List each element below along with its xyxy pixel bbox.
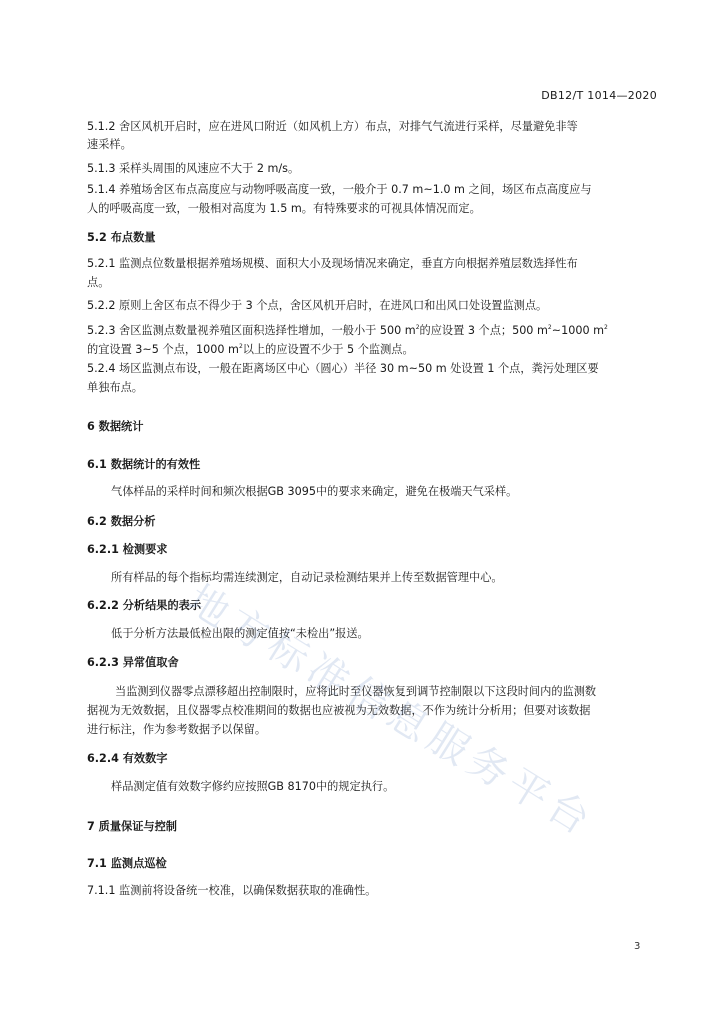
clause-5-2-2: 5.2.2 原则上舍区布点不得少于 3 个点，舍区风机开启时，在进风口和出风口处设置监测点。 xyxy=(87,299,548,312)
section-6-2-3-body-line1: 当监测到仪器零点漂移超出控制限时，应将此时至仪器恢复到调节控制限以下这段时间内的监测数 xyxy=(115,685,597,698)
superscript-2: 2 xyxy=(604,324,608,331)
watermark-char: 息 xyxy=(378,691,438,752)
clause-5-2-3-text-b: 的应设置 3 个点；500 m xyxy=(419,324,548,337)
clause-5-2-3-line2 xyxy=(87,340,414,357)
watermark-char: 台 xyxy=(538,783,598,844)
section-6-2-heading: 6.2 数据分析 xyxy=(87,515,156,528)
section-6-2-3-body-line3: 进行标注，作为参考数据予以保留。 xyxy=(87,723,267,736)
clause-5-2-3-text-c: ~1000 m xyxy=(551,324,605,337)
clause-5-1-4-line1: 5.1.4 养殖场舍区布点高度应与动物呼吸高度一致，一般介于 0.7 m~1.0 m 之间，场区布点高度应与 xyxy=(87,183,592,196)
section-6-1-heading: 6.1 数据统计的有效性 xyxy=(87,458,201,471)
watermark-char: 标 xyxy=(258,622,318,683)
watermark-char: 务 xyxy=(458,737,518,798)
clause-5-2-4-line1: 5.2.4 场区监测点布设，一般在距离场区中心（圆心）半径 30 m~50 m 处设置 1 个点，粪污处理区要 xyxy=(87,362,599,375)
section-5-2-heading: 5.2 布点数量 xyxy=(87,231,156,244)
clause-5-1-2-line2: 速采样。 xyxy=(87,138,132,151)
clause-5-1-2-line1: 5.1.2 舍区风机开启时，应在进风口附近（如风机上方）布点，对排气气流进行采样，尽量避免非等 xyxy=(87,120,578,133)
clause-5-2-1-line1: 5.2.1 监测点位数量根据养殖场规模、面积大小及现场情况来确定，垂直方向根据养殖层数选择性布 xyxy=(87,257,578,270)
clause-5-2-3-text-a: 5.2.3 舍区监测点数量视养殖区面积选择性增加，一般小于 500 m xyxy=(87,324,416,337)
section-6-2-3-body-line2: 据视为无效数据，且仪器零点校准期间的数据也应被视为无效数据，不作为统计分析用；但要对该数据 xyxy=(87,704,591,717)
watermark-char: 服 xyxy=(418,714,478,775)
section-6-2-3-heading: 6.2.3 异常值取舍 xyxy=(87,656,179,669)
clause-5-2-1-line2: 点。 xyxy=(87,276,110,289)
document-code: DB12/T 1014—2020 xyxy=(541,89,657,102)
clause-5-2-3-text-d: 的宜设置 3~5 个点，1000 m xyxy=(87,343,239,356)
superscript-2: 2 xyxy=(415,324,420,331)
section-6-2-1-heading: 6.2.1 检测要求 xyxy=(87,543,168,556)
clause-5-2-4-line2: 单独布点。 xyxy=(87,381,143,394)
section-6-2-4-heading: 6.2.4 有效数字 xyxy=(87,752,168,765)
section-7-1-heading: 7.1 监测点巡检 xyxy=(87,857,167,870)
superscript-2: 2 xyxy=(547,324,552,331)
superscript-2: 2 xyxy=(238,343,243,350)
watermark-char: 准 xyxy=(298,645,358,706)
section-6-2-2-body: 低于分析方法最低检出限的测定值按“未检出”报送。 xyxy=(111,627,369,640)
watermark-char: 方 xyxy=(218,599,278,660)
section-7-heading: 7 质量保证与控制 xyxy=(87,820,177,833)
section-6-heading: 6 数据统计 xyxy=(87,420,144,433)
clause-5-2-3-text-e: 以上的应设置不少于 5 个监测点。 xyxy=(242,343,414,356)
watermark-char: 信 xyxy=(338,668,398,729)
section-6-1-body: 气体样品的采样时间和频次根据GB 3095中的要求来确定，避免在极端天气采样。 xyxy=(111,485,518,498)
section-6-2-1-body: 所有样品的每个指标均需连续测定，自动记录检测结果并上传至数据管理中心。 xyxy=(111,571,503,584)
clause-5-1-4-line2: 人的呼吸高度一致，一般相对高度为 1.5 m。有特殊要求的可视具体情况而定。 xyxy=(87,202,481,215)
clause-5-2-3-line1 xyxy=(87,321,608,338)
page-number: 3 xyxy=(634,941,641,952)
section-6-2-2-heading: 6.2.2 分析结果的表示 xyxy=(87,599,202,612)
section-6-2-4-body: 样品测定值有效数字修约应按照GB 8170中的规定执行。 xyxy=(111,780,395,793)
clause-5-1-3: 5.1.3 采样头周围的风速应不大于 2 m/s。 xyxy=(87,162,300,175)
clause-7-1-1: 7.1.1 监测前将设备统一校准，以确保数据获取的准确性。 xyxy=(87,884,377,897)
watermark-char: 平 xyxy=(498,760,558,821)
watermark-char: 地 xyxy=(178,576,238,637)
